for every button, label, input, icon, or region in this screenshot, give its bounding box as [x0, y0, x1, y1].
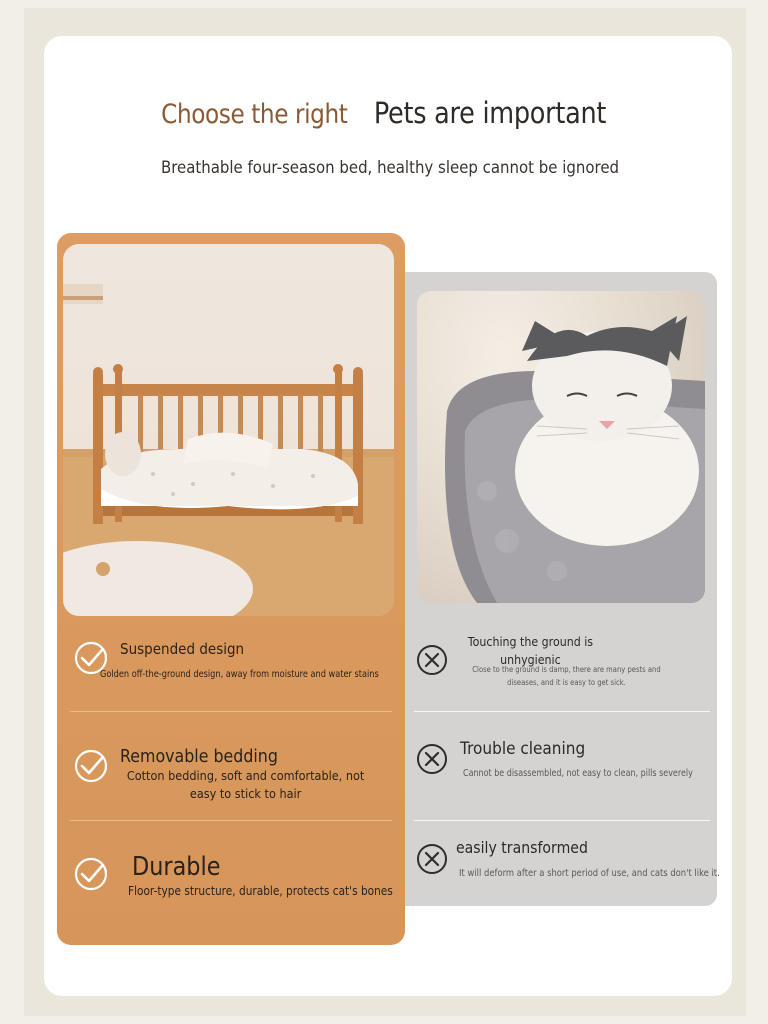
x-circle-icon: [415, 842, 449, 876]
good-item-desc: Golden off-the-ground design, away from moisture and water stains: [100, 669, 379, 680]
divider: [414, 711, 710, 712]
wooden-pet-bed-photo: [63, 244, 394, 616]
divider: [70, 820, 392, 821]
page-title: [0, 96, 768, 130]
title-left: Choose the right: [161, 99, 348, 130]
good-item-title: Durable: [132, 852, 221, 882]
bad-item-desc: Close to the ground is damp, there are many pests and diseases, and it is easy to get sick.: [472, 665, 661, 687]
cat-in-plush-bed-photo: [417, 291, 705, 603]
divider: [414, 820, 710, 821]
good-item-desc: Floor-type structure, durable, protects cat's bones: [128, 884, 393, 898]
bad-item-title: Touching the ground is unhygienic: [467, 635, 594, 667]
good-item-title: Removable bedding: [120, 746, 278, 767]
check-circle-icon: [73, 748, 109, 784]
divider: [70, 711, 392, 712]
x-circle-icon: [415, 643, 449, 677]
good-item-title: Suspended design: [120, 640, 245, 658]
good-item-desc: Cotton bedding, soft and comfortable, not easy to stick to hair: [126, 769, 365, 801]
x-circle-icon: [415, 742, 449, 776]
bad-item-title: Trouble cleaning: [460, 739, 586, 759]
bad-item-desc: Cannot be disassembled, not easy to clean, pills severely: [463, 768, 693, 779]
page-subtitle: Breathable four-season bed, healthy sleep cannot be ignored: [160, 158, 620, 178]
bad-item-title: easily transformed: [456, 838, 588, 857]
bad-item-desc: It will deform after a short period of use, and cats don't like it.: [459, 868, 720, 879]
title-right: Pets are important: [373, 96, 606, 130]
check-circle-icon: [73, 856, 109, 892]
